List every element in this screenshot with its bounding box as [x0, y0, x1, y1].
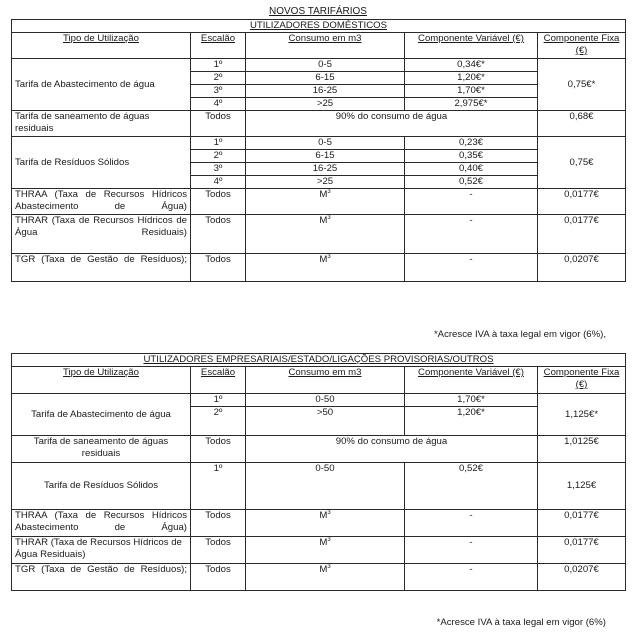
cell-escalao: Todos [191, 436, 246, 463]
header-consumo: Consumo em m3 [246, 367, 405, 394]
row-label-saneamento: Tarifa de saneamento de águas residuais [12, 111, 191, 137]
cell-variavel: 1,20€* [405, 72, 538, 85]
cell-consumo: 90% do consumo de água [246, 111, 538, 137]
header-variavel: Componente Variável (€) [405, 33, 538, 59]
cell-escalao: Todos [191, 537, 246, 564]
header-escalao: Escalão [191, 367, 246, 394]
table-row [12, 436, 626, 463]
header-fixa: Componente Fixa (€) [538, 33, 626, 59]
domestic-tariff-table [11, 19, 626, 282]
cell-escalao: Todos [191, 189, 246, 215]
table-row [12, 111, 626, 137]
cell-escalao: 2º [191, 72, 246, 85]
page-title: NOVOS TARIFÁRIOS [269, 6, 367, 17]
cell-fixa: 0,75€* [538, 59, 626, 111]
row-label-thraa: THRAA (Taxa de Recursos Hídricos Abastecimento de Água) [12, 189, 191, 215]
cell-escalao: Todos [191, 215, 246, 254]
row-label-thrar: THRAR (Taxa de Recursos Hídricos de Água Residuais) [12, 537, 191, 564]
cell-escalao: Todos [191, 254, 246, 282]
cell-variavel: 0,34€* [405, 59, 538, 72]
cell-variavel: - [405, 537, 538, 564]
row-label-thraa: THRAA (Taxa de Recursos Hídricos Abastecimento de Água) [12, 510, 191, 537]
cell-consumo: 6-15 [246, 72, 405, 85]
row-label-abastecimento: Tarifa de Abastecimento de água [12, 394, 191, 436]
cell-escalao: 4º [191, 176, 246, 189]
cell-fixa: 0,0177€ [538, 189, 626, 215]
unit-m: M [319, 189, 328, 200]
cell-consumo: 0-5 [246, 59, 405, 72]
cell-fixa: 0,0177€ [538, 510, 626, 537]
cell-variavel: - [405, 189, 538, 215]
unit-m: M [319, 254, 328, 265]
cell-consumo [246, 189, 405, 215]
row-label-tgr: TGR (Taxa de Gestão de Resíduos); [12, 254, 191, 282]
cell-fixa: 0,0177€ [538, 537, 626, 564]
cell-escalao: 1º [191, 137, 246, 150]
row-label-residuos: Tarifa de Resíduos Sólidos [12, 463, 191, 510]
table-row [12, 254, 626, 282]
row-label-tgr: TGR (Taxa de Gestão de Resíduos); [12, 564, 191, 591]
cell-consumo: 0-50 [246, 463, 405, 510]
cell-variavel: 1,70€* [405, 85, 538, 98]
cell-variavel: 2,975€* [405, 98, 538, 111]
table-row [12, 463, 626, 510]
cell-fixa: 0,0207€ [538, 254, 626, 282]
cell-fixa: 1,0125€ [538, 436, 626, 463]
row-label-saneamento: Tarifa de saneamento de águas residuais [12, 436, 191, 463]
cell-variavel: 0,52€ [405, 176, 538, 189]
cell-consumo: 90% do consumo de água [246, 436, 538, 463]
cell-consumo [246, 537, 405, 564]
header-fixa: Componente Fixa (€) [538, 367, 626, 394]
row-label-abastecimento: Tarifa de Abastecimento de água [12, 59, 191, 111]
cell-consumo: 6-15 [246, 150, 405, 163]
cell-variavel: 0,23€ [405, 137, 538, 150]
table-row [12, 510, 626, 537]
table-row [12, 537, 626, 564]
cell-escalao: Todos [191, 510, 246, 537]
unit-superscript: 3 [327, 188, 331, 195]
cell-consumo: >50 [246, 407, 405, 436]
unit-superscript: 3 [327, 563, 331, 570]
cell-escalao: 1º [191, 59, 246, 72]
cell-fixa: 1,125€ [538, 463, 626, 510]
unit-superscript: 3 [327, 214, 331, 221]
table-row [12, 215, 626, 254]
unit-superscript: 3 [327, 509, 331, 516]
cell-variavel: - [405, 254, 538, 282]
cell-escalao: 3º [191, 163, 246, 176]
cell-consumo [246, 564, 405, 591]
cell-escalao: 1º [191, 394, 246, 407]
cell-consumo [246, 510, 405, 537]
cell-escalao: 2º [191, 407, 246, 436]
table-row [12, 59, 626, 72]
business-footnote: *Acresce IVA à taxa legal em vigor (6%) [436, 617, 606, 628]
cell-consumo: >25 [246, 98, 405, 111]
cell-escalao: Todos [191, 111, 246, 137]
cell-consumo [246, 215, 405, 254]
unit-superscript: 3 [327, 536, 331, 543]
cell-variavel: 0,35€ [405, 150, 538, 163]
header-consumo: Consumo em m3 [246, 33, 405, 59]
cell-fixa: 1,125€* [538, 394, 626, 436]
cell-fixa: 0,0177€ [538, 215, 626, 254]
cell-fixa: 0,68€ [538, 111, 626, 137]
cell-variavel: 1,20€* [405, 407, 538, 436]
table-row [12, 394, 626, 407]
cell-consumo: 16-25 [246, 85, 405, 98]
domestic-footnote: *Acresce IVA à taxa legal em vigor (6%), [433, 329, 606, 340]
row-label-thrar: THRAR (Taxa de Recursos Hídricos de Água Residuais) [12, 215, 191, 254]
domestic-band-title: UTILIZADORES DOMÉSTICOS [12, 20, 626, 33]
cell-variavel: - [405, 510, 538, 537]
unit-m: M [319, 537, 328, 548]
cell-escalao: Todos [191, 564, 246, 591]
cell-fixa: 0,0207€ [538, 564, 626, 591]
unit-superscript: 3 [327, 253, 331, 260]
cell-escalao: 1º [191, 463, 246, 510]
cell-variavel: - [405, 215, 538, 254]
cell-consumo: >25 [246, 176, 405, 189]
table-row [12, 189, 626, 215]
unit-m: M [319, 510, 328, 521]
cell-variavel: 1,70€* [405, 394, 538, 407]
cell-variavel: 0,40€ [405, 163, 538, 176]
business-band-title: UTILIZADORES EMPRESARIAIS/ESTADO/LIGAÇÕES PROVISORIAS/OUTROS [12, 354, 626, 367]
unit-m: M [319, 564, 328, 575]
header-row [12, 33, 626, 59]
cell-escalao: 3º [191, 85, 246, 98]
cell-variavel: - [405, 564, 538, 591]
cell-consumo: 0-50 [246, 394, 405, 407]
unit-m: M [319, 215, 328, 226]
cell-consumo: 0-5 [246, 137, 405, 150]
table-row [12, 137, 626, 150]
table-row [12, 564, 626, 591]
header-tipo: Tipo de Utilização [12, 33, 191, 59]
header-tipo: Tipo de Utilização [12, 367, 191, 394]
header-escalao: Escalão [191, 33, 246, 59]
cell-escalao: 2º [191, 150, 246, 163]
business-tariff-table [11, 353, 626, 591]
cell-consumo [246, 254, 405, 282]
row-label-residuos: Tarifa de Resíduos Sólidos [12, 137, 191, 189]
header-row [12, 367, 626, 394]
cell-fixa: 0,75€ [538, 137, 626, 189]
header-variavel: Componente Variável (€) [405, 367, 538, 394]
cell-variavel: 0,52€ [405, 463, 538, 510]
cell-escalao: 4º [191, 98, 246, 111]
cell-consumo: 16-25 [246, 163, 405, 176]
